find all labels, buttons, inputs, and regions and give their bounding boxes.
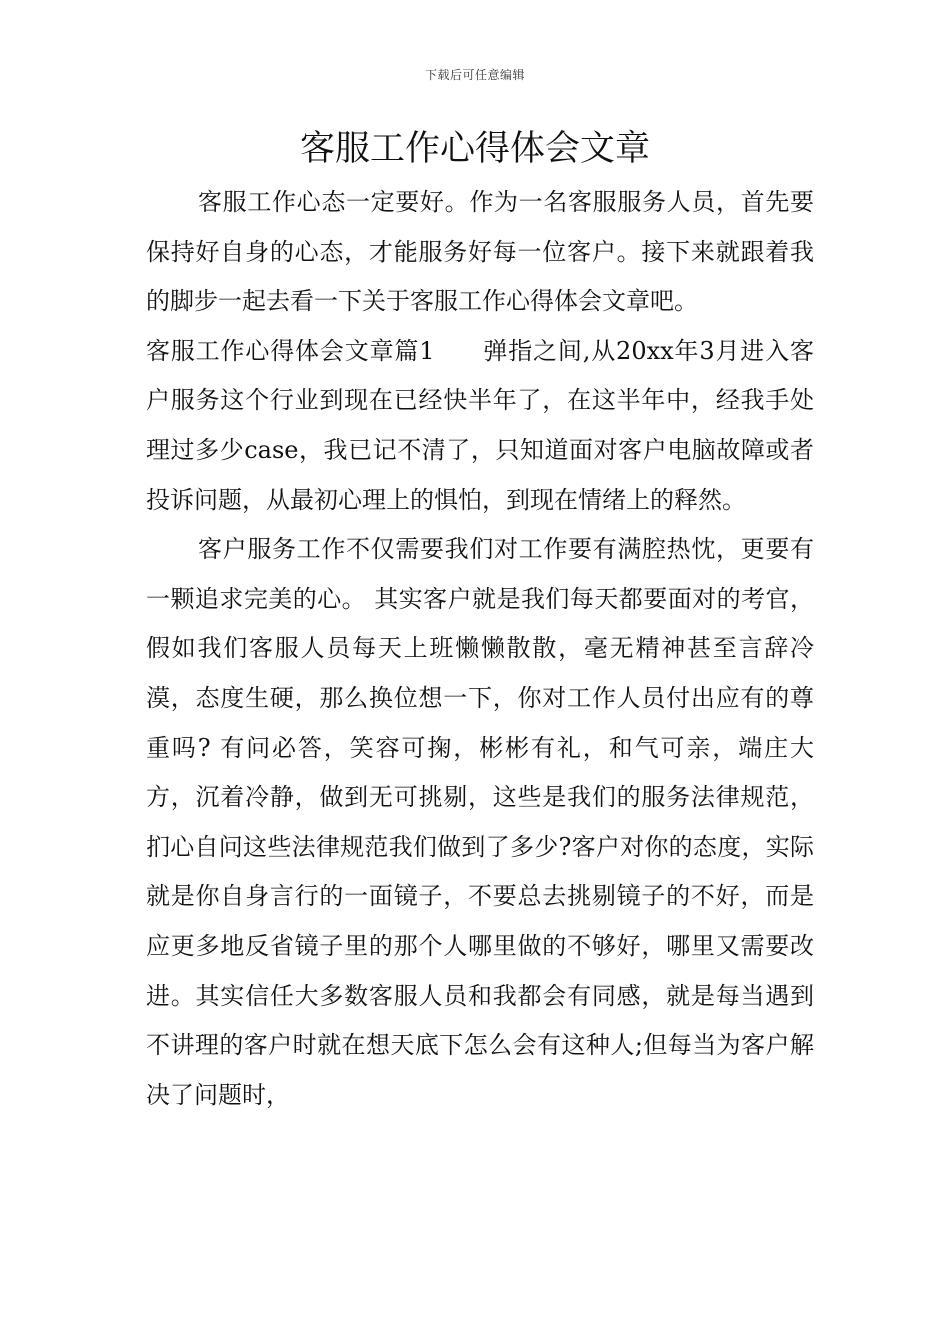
section-heading: 客服工作心得体会文章篇1 [146,336,435,365]
section-paragraph-1-text: 弹指之间,从20xx年3月进入客户服务这个行业到现在已经快半年了，在这半年中，经我手处理过多少case，我已记不清了，只知道面对客户电脑故障或者投诉问题，从最初心理上的惧怕，到现在情绪上的释然。 [146,336,814,514]
document-body [146,178,814,1120]
section-paragraph-1 [146,327,814,525]
intro-paragraph: 客服工作心态一定要好。作为一名客服服务人员，首先要保持好自身的心态，才能服务好每一位客户。接下来就跟着我的脚步一起去看一下关于客服工作心得体会文章吧。 [146,188,814,316]
header-note: 下载后可任意编辑 [424,68,525,82]
section-paragraph-2: 客户服务工作不仅需要我们对工作要有满腔热忱，更要有一颗追求完美的心。 其实客户就是我们每天都要面对的考官，假如我们客服人员每天上班懒懒散散，毫无精神甚至言辞冷漠，态度生硬，那么换位想一下，你对工作人员付出应有的尊重吗? 有问必答，笑容可掬，彬彬有礼，和气可亲，端庄大方，沉着冷静，做到无可挑剔，这些是我们的服务法律规范，扪心自问这些法律规范我们做到了多少?客户对你的态度，实际就是你自身言行的一面镜子，不要总去挑剔镜子的不好，而是应更多地反省镜子里的那个人哪里做的不够好，哪里又需要改进。其实信任大多数客服人员和我都会有同感，就是每当遇到不讲理的客户时就在想天底下怎么会有这种人;但每当为客户解决了问题时， [146,535,814,1109]
document-title: 客服工作心得体会文章 [299,129,650,169]
